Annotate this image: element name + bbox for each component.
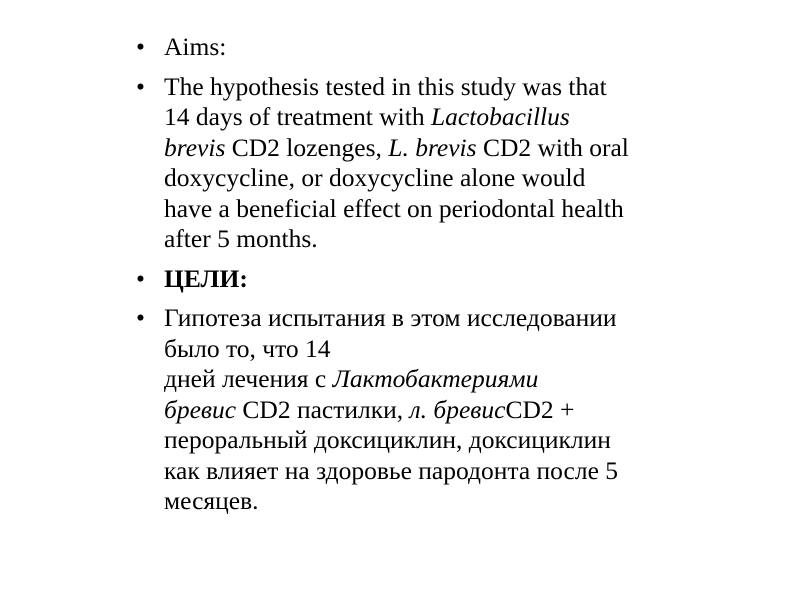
text: Гипотеза испытания в этом исследовании	[164, 303, 617, 332]
text: пероральный доксициклин, доксициклин	[164, 425, 611, 454]
bullet-dot: •	[136, 32, 145, 61]
text: как влияет на здоровье пародонта после 5	[164, 455, 619, 485]
bullet-celi-text	[132, 303, 772, 517]
celi-line-1	[164, 303, 772, 334]
aims-line-2	[164, 102, 772, 133]
bullet-dot: •	[136, 303, 145, 332]
text: CD2 with oral	[476, 132, 629, 162]
text: CD2 +	[505, 394, 575, 424]
celi-line-2	[164, 334, 772, 365]
aims-line-3	[164, 133, 772, 164]
text: have a beneficial effect on periodontal health	[164, 193, 624, 223]
text: 14 days of treatment with	[164, 102, 431, 131]
aims-line-5	[164, 194, 772, 225]
bullet-celi-heading	[132, 264, 772, 295]
italic-term: Lactobacillus	[430, 102, 570, 131]
aims-line-1	[164, 72, 772, 103]
text: after 5 months.	[164, 224, 318, 253]
celi-line-7	[164, 486, 772, 517]
text: месяцев.	[164, 486, 259, 515]
aims-line-6	[164, 224, 772, 255]
text: дней лечения с	[164, 364, 333, 393]
bullet-dot: •	[136, 71, 145, 101]
italic-term: brevis	[164, 132, 226, 162]
bullet-aims-text	[132, 72, 772, 255]
aims-heading: Aims:	[164, 32, 227, 61]
text: CD2 lozenges,	[225, 132, 389, 162]
celi-line-5	[164, 425, 772, 456]
italic-term: бревис	[164, 394, 237, 424]
text: doxycycline, or doxycycline alone would	[164, 163, 586, 192]
italic-term: L. brevis	[388, 132, 477, 162]
bullet-dot: •	[136, 263, 145, 293]
aims-line-4	[164, 163, 772, 194]
celi-line-4	[164, 395, 772, 426]
celi-line-6	[164, 456, 772, 487]
italic-term: Лактобактериями	[332, 364, 539, 393]
text: The hypothesis tested in this study was that	[164, 71, 607, 101]
text: CD2 пастилки,	[236, 394, 410, 424]
celi-line-3	[164, 364, 772, 395]
text: было то, что 14	[164, 333, 331, 363]
bullet-list	[132, 32, 772, 526]
celi-heading: ЦЕЛИ:	[164, 263, 248, 293]
italic-term: л. бревис	[409, 394, 506, 424]
bullet-aims-heading	[132, 32, 772, 63]
